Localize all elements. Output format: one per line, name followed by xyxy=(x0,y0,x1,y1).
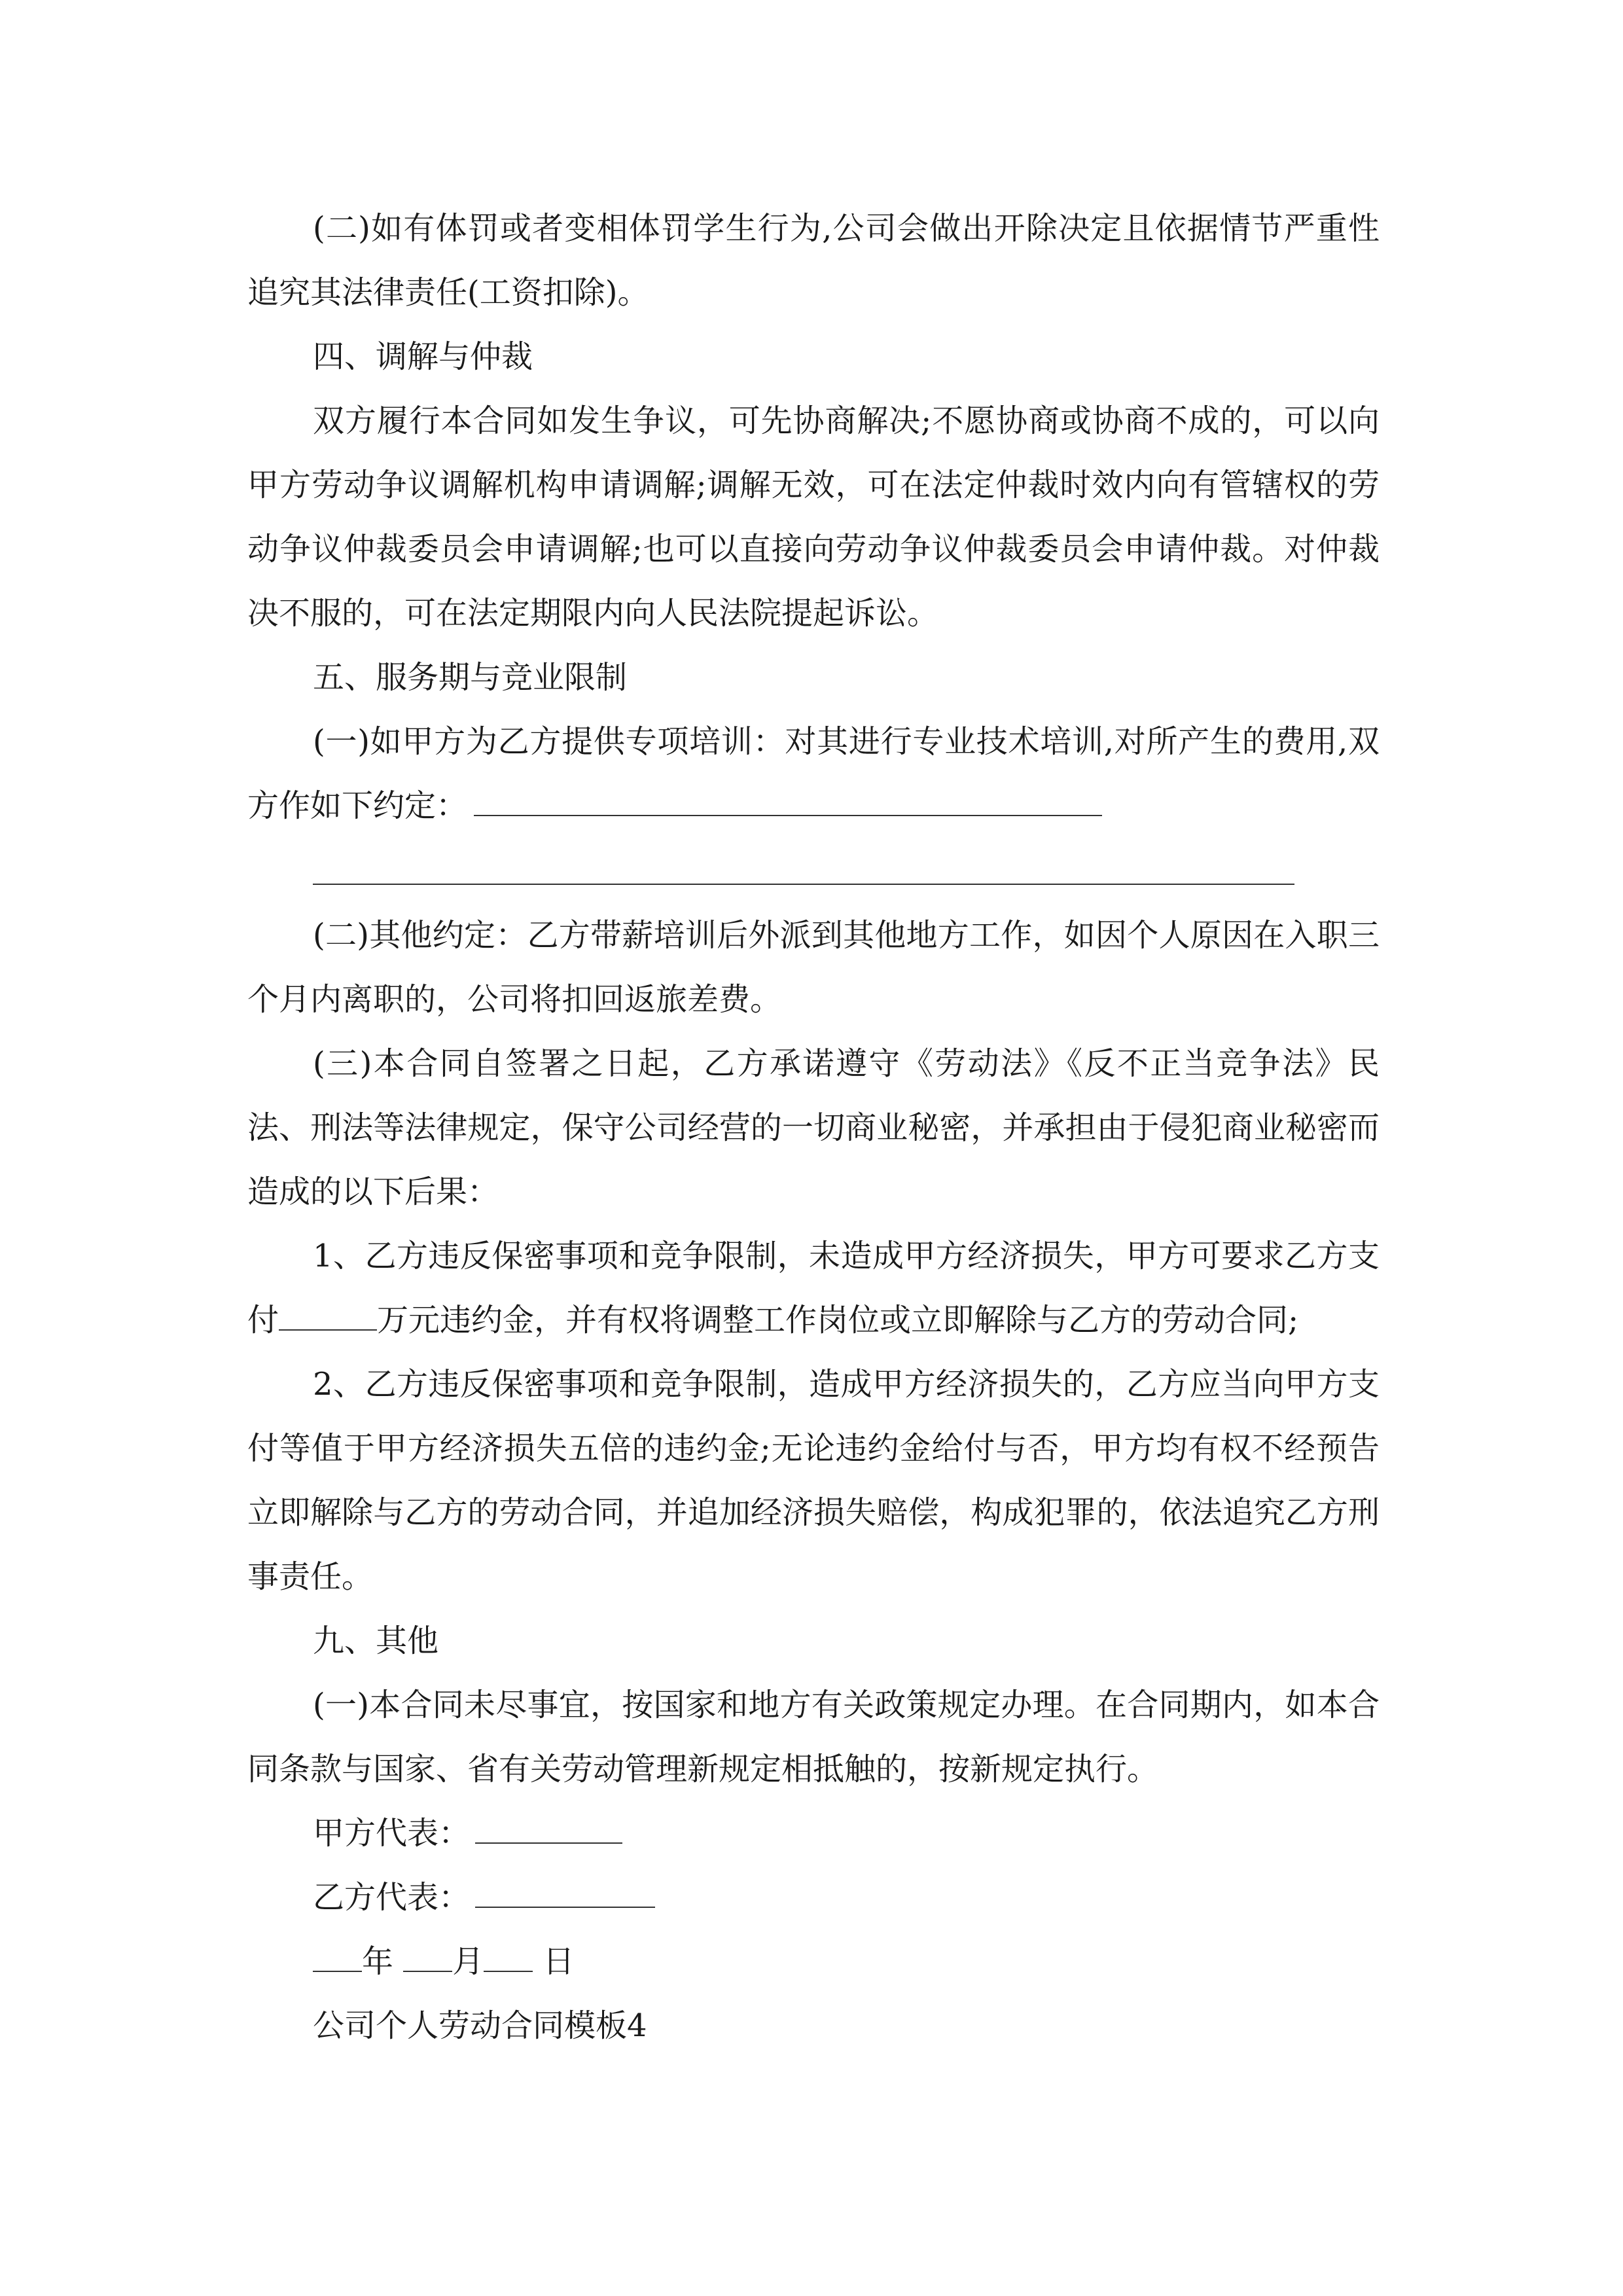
section-heading-mediation: 四、调解与仲裁 xyxy=(313,338,533,375)
signature-date xyxy=(247,1929,1380,1994)
clause-other-agreement: (二)其他约定：乙方带薪培训后外派到其他地方工作，如因个人原因在入职三个月内离职的，公司将扣回返旅差费。 xyxy=(247,917,1380,1018)
clause-training xyxy=(247,709,1380,838)
clause-unspecified-matters: (一)本合同未尽事宜，按国家和地方有关政策规定办理。在合同期内，如本合同条款与国家、省有关劳动管理新规定相抵触的，按新规定执行。 xyxy=(247,1687,1380,1787)
signature-party-b-label: 乙方代表： xyxy=(313,1879,471,1916)
month-blank[interactable] xyxy=(403,1945,452,1972)
document-page xyxy=(247,196,1380,2058)
section-heading-service-period: 五、服务期与竞业限制 xyxy=(313,659,628,696)
clause-penalty-1 xyxy=(247,1224,1380,1352)
training-agreement-line-row xyxy=(247,838,1380,903)
clause-penalty-2: 2、乙方违反保密事项和竞争限制，造成甲方经济损失的，乙方应当向甲方支付等值于甲方经济损失五倍的违约金;无论违约金给付与否，甲方均有权不经预告立即解除与乙方的劳动合同，并追加经济损失赔偿，构成犯罪的，依法追究乙方刑事责任。 xyxy=(247,1366,1380,1595)
clause-penalty-1-text-b: 万元违约金，并有权将调整工作岗位或立即解除与乙方的劳动合同; xyxy=(377,1302,1299,1338)
year-blank[interactable] xyxy=(313,1945,362,1972)
clause-mediation: 双方履行本合同如发生争议，可先协商解决;不愿协商或协商不成的，可以向甲方劳动争议调解机构申请调解;调解无效，可在法定仲裁时效内向有管辖权的劳动争议仲裁委员会申请调解;也可以直接向劳动争议仲裁委员会申请仲裁。对仲裁决不服的，可在法定期限内向人民法院提起诉讼。 xyxy=(247,403,1380,632)
clause-punishment: (二)如有体罚或者变相体罚学生行为,公司会做出开除决定且依据情节严重性追究其法律责任(工资扣除)。 xyxy=(247,210,1380,311)
clause-training-text: (一)如甲方为乙方提供专项培训：对其进行专业技术培训,对所产生的费用,双方作如下约定： xyxy=(247,723,1380,824)
signature-party-a xyxy=(247,1801,1380,1865)
month-label: 月 xyxy=(452,1943,484,1980)
party-a-signature-blank[interactable] xyxy=(475,1816,622,1844)
signature-party-b xyxy=(247,1865,1380,1929)
clause-penalty-1-text-a: 1、乙方违反保密事项和竞争限制，未造成甲方经济损失，甲方可要求乙方支付 xyxy=(247,1238,1380,1338)
party-b-signature-blank[interactable] xyxy=(475,1880,655,1908)
next-template-title: 公司个人劳动合同模板4 xyxy=(313,2007,647,2044)
signature-party-a-label: 甲方代表： xyxy=(313,1815,471,1852)
year-label: 年 xyxy=(362,1943,394,1980)
day-label: 日 xyxy=(543,1943,575,1980)
section-heading-other: 九、其他 xyxy=(313,1623,439,1659)
clause-confidentiality: (三)本合同自签署之日起，乙方承诺遵守《劳动法》《反不正当竞争法》民法、刑法等法律规定，保守公司经营的一切商业秘密，并承担由于侵犯商业秘密而造成的以下后果： xyxy=(247,1045,1380,1210)
day-blank[interactable] xyxy=(484,1945,533,1972)
training-agreement-blank-line-2[interactable] xyxy=(313,857,1294,885)
penalty-amount-blank[interactable] xyxy=(279,1303,377,1331)
training-agreement-blank[interactable] xyxy=(474,789,1102,816)
